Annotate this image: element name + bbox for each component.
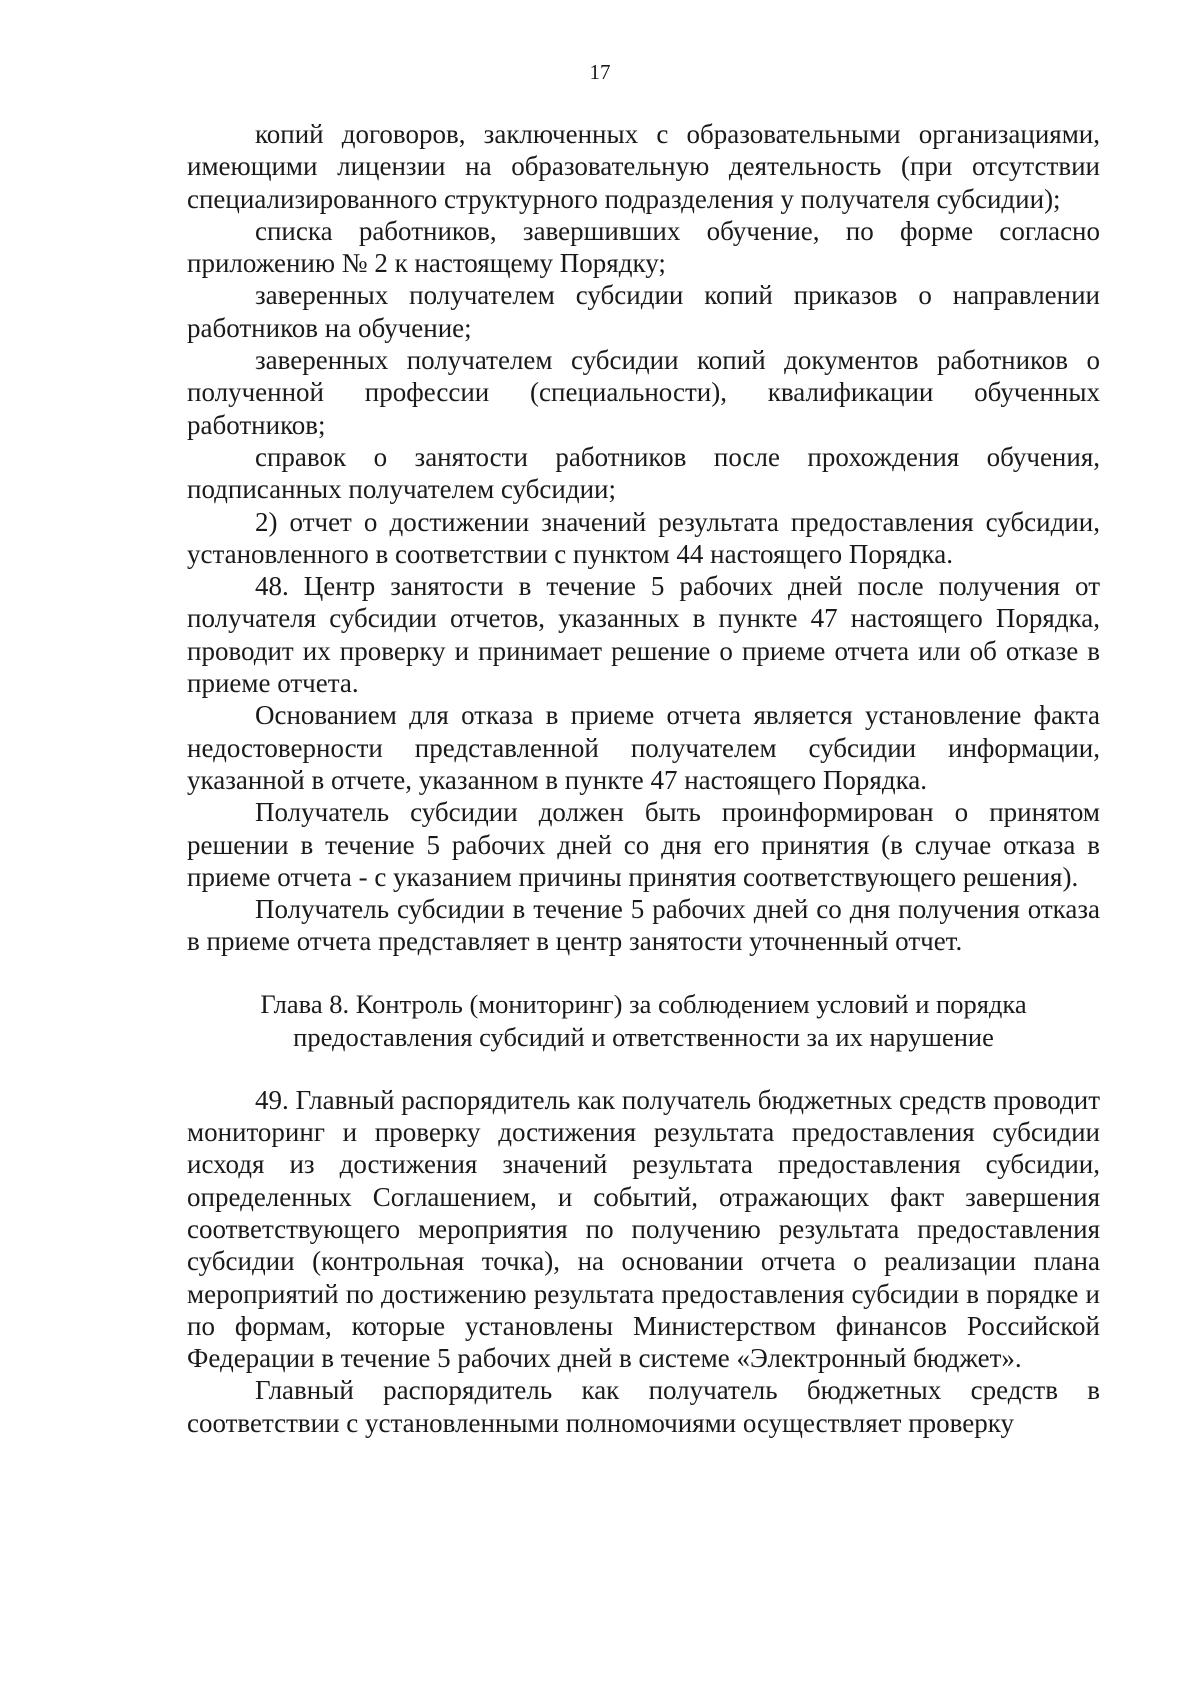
paragraph: 2) отчет о достижении значений результата предоставления субсидии, установленного в соответствии с пунктом 44 настоящего Порядка. (187, 506, 1100, 569)
document-body (187, 118, 1100, 1439)
paragraph: 48. Центр занятости в течение 5 рабочих дней после получения от получателя субсидии отчетов, указанных в пункте 47 настоящего Порядка, проводит их проверку и принимает решение о приеме отчета или об отказе в приеме отчета. (187, 571, 1100, 699)
paragraph: заверенных получателем субсидии копий приказов о направлении работников на обучение; (187, 280, 1100, 343)
paragraph: Главный распорядитель как получатель бюджетных средств в соответствии с установленными полномочиями осуществляет проверку (187, 1375, 1100, 1438)
chapter-heading-line: Глава 8. Контроль (мониторинг) за соблюдением условий и порядка (260, 988, 1027, 1019)
chapter-heading-line: предоставления субсидий и ответственности за их нарушение (293, 1021, 994, 1052)
paragraph: Получатель субсидии должен быть проинформирован о принятом решении в течение 5 рабочих дней со дня его принятия (в случае отказа в приеме отчета - с указанием причины принятия соответствующего решения). (187, 797, 1100, 892)
paragraph: Основанием для отказа в приеме отчета является установление факта недостоверности представленной получателем субсидии информации, указанной в отчете, указанном в пункте 47 настоящего Порядка. (187, 700, 1100, 795)
paragraph: заверенных получателем субсидии копий документов работников о полученной профессии (специальности), квалификации обученных работников; (187, 345, 1100, 440)
page-number: 17 (589, 60, 611, 84)
paragraph: Получатель субсидии в течение 5 рабочих дней со дня получения отказа в приеме отчета представляет в центр занятости уточненный отчет. (187, 894, 1100, 957)
chapter-heading (187, 988, 1100, 1054)
paragraph: 49. Главный распорядитель как получатель бюджетных средств проводит мониторинг и проверку достижения результата предоставления субсидии исходя из достижения значений результата предоставления субсидии, определенных Соглашением, и событий, отражающих факт завершения соответствующего мероприятия по получению результата предоставления субсидии (контрольная точка), на основании отчета о реализации плана мероприятий по достижению результата предоставления субсидии в порядке и по формам, которые установлены Министерством финансов Российской Федерации в течение 5 рабочих дней в системе «Электронный бюджет». (187, 1084, 1100, 1374)
paragraph: справок о занятости работников после прохождения обучения, подписанных получателем субсидии; (187, 441, 1100, 505)
paragraph: копий договоров, заключенных с образовательными организациями, имеющими лицензии на образовательную деятельность (при отсутствии специализированного структурного подразделения у получателя субсидии); (187, 119, 1100, 214)
paragraph: списка работников, завершивших обучение, по форме согласно приложению № 2 к настоящему Порядку; (187, 215, 1100, 279)
